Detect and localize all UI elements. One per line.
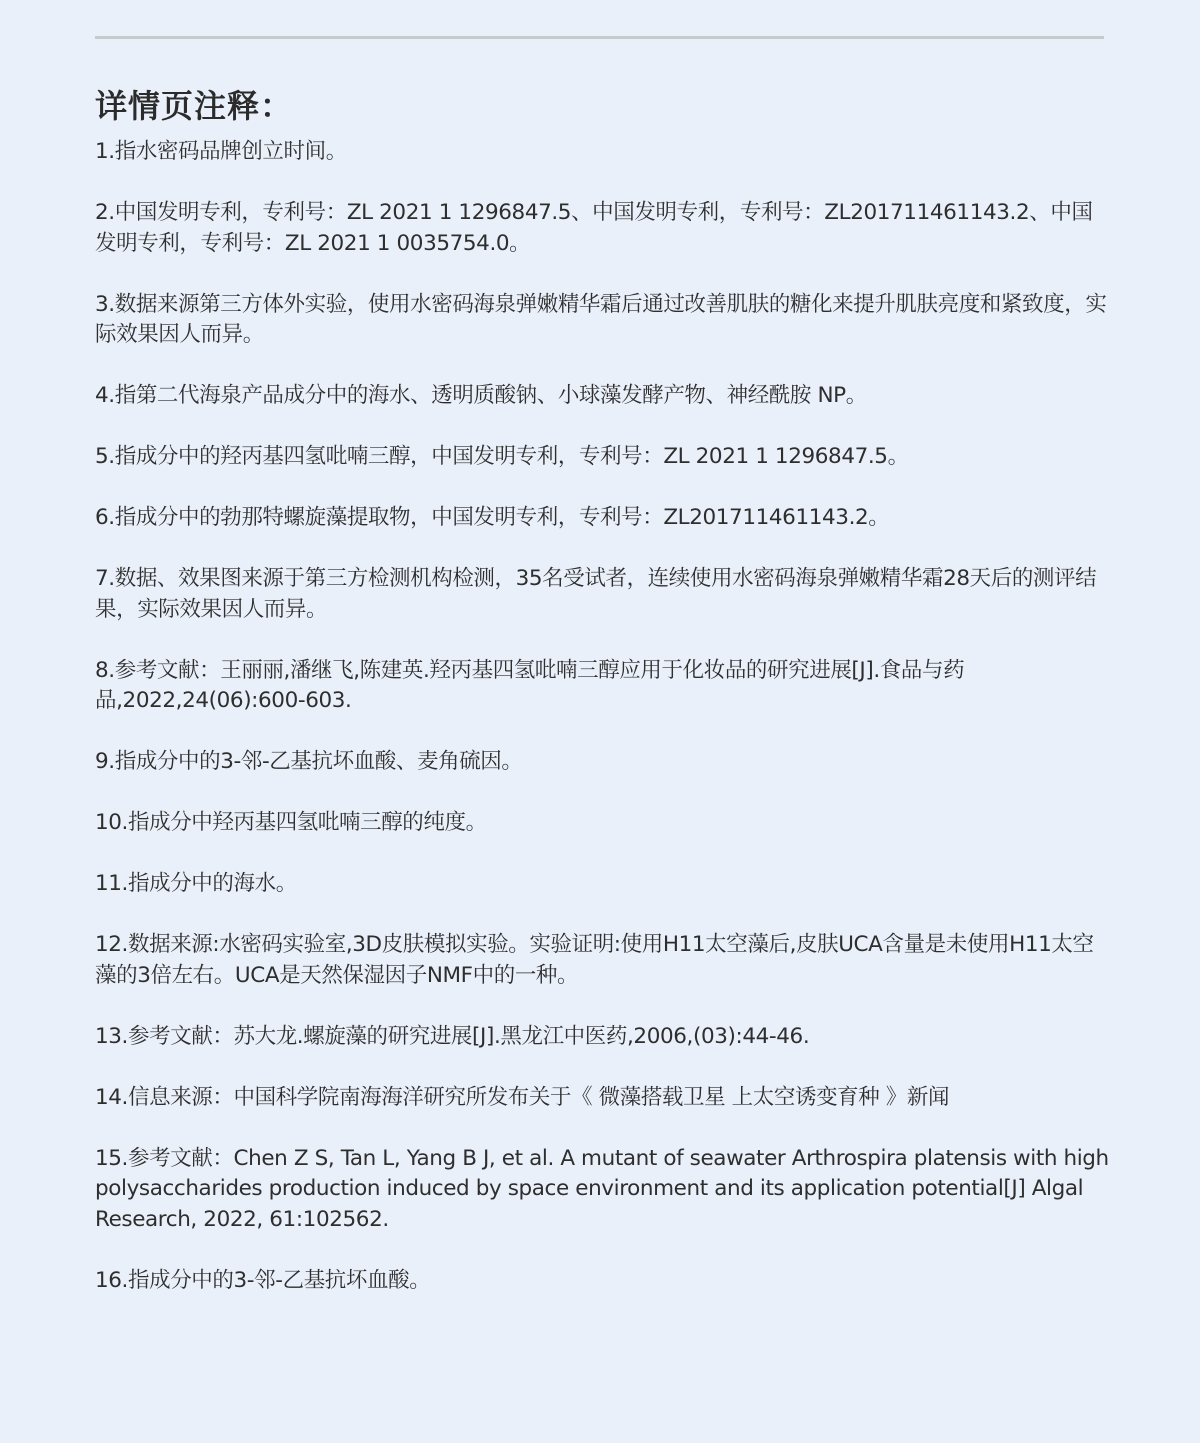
- page-title: 详情页注释：: [95, 87, 294, 125]
- top-divider: [95, 36, 1104, 39]
- note-item-15: 15.参考文献：Chen Z S, Tan L, Yang B J, et al. A mutant of seawater Arthrospira platensis with high polysaccharides production induced by space environment and its application potential[J] Algal Research, 2022, 61:102562.: [95, 1145, 1109, 1232]
- note-item-8: 8.参考文献：王丽丽,潘继飞,陈建英.羟丙基四氢吡喃三醇应用于化妆品的研究进展[J].食品与药品,2022,24(06):600-603.: [95, 657, 965, 713]
- note-item-12: 12.数据来源:水密码实验室,3D皮肤模拟实验。实验证明:使用H11太空藻后,皮肤UCA含量是未使用H11太空藻的3倍左右。UCA是天然保湿因子NMF中的一种。: [95, 932, 1094, 988]
- note-item-1: 1.指水密码品牌创立时间。: [95, 139, 347, 164]
- note-item-6: 6.指成分中的勃那特螺旋藻提取物，中国发明专利，专利号：ZL201711461143.2。: [95, 505, 890, 530]
- note-item-7: 7.数据、效果图来源于第三方检测机构检测，35名受试者，连续使用水密码海泉弹嫩精华霜28天后的测评结果，实际效果因人而异。: [95, 566, 1097, 622]
- note-item-5: 5.指成分中的羟丙基四氢吡喃三醇，中国发明专利，专利号：ZL 2021 1 1296847.5。: [95, 444, 909, 469]
- note-item-10: 10.指成分中羟丙基四氢吡喃三醇的纯度。: [95, 810, 487, 835]
- note-item-3: 3.数据来源第三方体外实验，使用水密码海泉弹嫩精华霜后通过改善肌肤的糖化来提升肌肤亮度和紧致度，实际效果因人而异。: [95, 291, 1107, 347]
- note-item-16: 16.指成分中的3-邻-乙基抗坏血酸。: [95, 1267, 431, 1293]
- note-item-11: 11.指成分中的海水。: [95, 871, 297, 896]
- note-item-13: 13.参考文献：苏大龙.螺旋藻的研究进展[J].黑龙江中医药,2006,(03):44-46.: [95, 1023, 810, 1049]
- note-item-14: 14.信息来源：中国科学院南海海洋研究所发布关于《 微藻搭载卫星 上太空诱变育种 》新闻: [95, 1084, 950, 1110]
- note-item-9: 9.指成分中的3-邻-乙基抗坏血酸、麦角硫因。: [95, 749, 523, 774]
- notes-list: [95, 137, 1110, 1327]
- note-item-4: 4.指第二代海泉产品成分中的海水、透明质酸钠、小球藻发酵产物、神经酰胺 NP。: [95, 383, 867, 408]
- note-item-2: 2.中国发明专利，专利号：ZL 2021 1 1296847.5、中国发明专利，专利号：ZL201711461143.2、中国发明专利，专利号：ZL 2021 1 0035754.0。: [95, 200, 1093, 256]
